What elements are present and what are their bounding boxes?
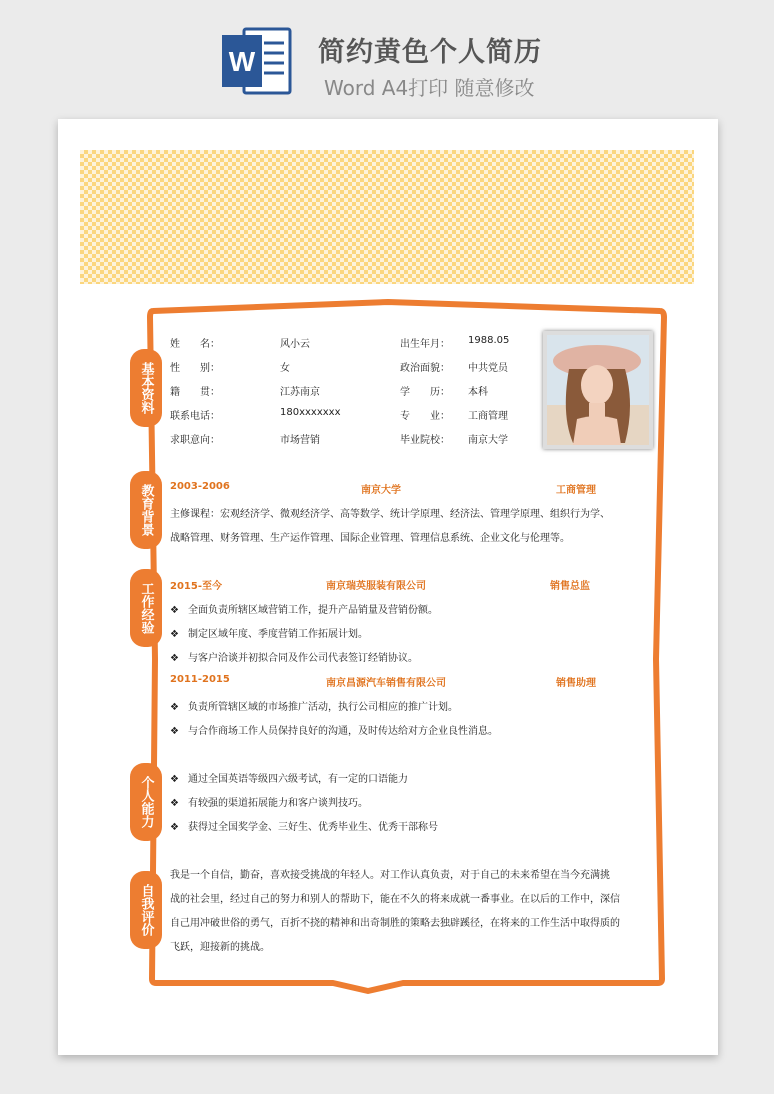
edu-major: 工商管理 xyxy=(556,485,596,496)
major-label: 专 业： xyxy=(400,411,450,422)
list-item: ❖ 获得过全国奖学金、三好生、优秀毕业生、优秀干部称号 xyxy=(170,822,438,833)
edu-courses-line1: 主修课程：宏观经济学、微观经济学、高等数学、统计学原理、经济法、管理学原理、组织行为学、 xyxy=(170,509,610,520)
degree-label: 学 历： xyxy=(400,387,450,398)
phone-label: 联系电话： xyxy=(170,411,220,422)
intent-label: 求职意向： xyxy=(170,435,220,446)
gender-label: 性 别： xyxy=(170,363,220,374)
section-tab-basic: 基本资料 xyxy=(130,349,162,427)
school-value: 南京大学 xyxy=(468,435,508,446)
resume-page xyxy=(58,119,718,1055)
profile-photo xyxy=(543,331,653,449)
list-item: ❖ 通过全国英语等级四六级考试，有一定的口语能力 xyxy=(170,774,408,785)
list-item: ❖ 与合作商场工作人员保持良好的沟通，及时传达给对方企业良性消息。 xyxy=(170,726,498,737)
list-item: ❖ 与客户洽谈并初拟合同及作公司代表签订经销协议。 xyxy=(170,653,418,664)
job1-company: 南京瑞英服装有限公司 xyxy=(326,581,426,592)
school-label: 毕业院校： xyxy=(400,435,450,446)
list-item: ❖ 制定区域年度、季度营销工作拓展计划。 xyxy=(170,629,368,640)
job1-period: 2015-至今 xyxy=(170,581,222,592)
edu-period: 2003-2006 xyxy=(170,481,230,492)
word-icon xyxy=(222,25,294,97)
birth-value: 1988.05 xyxy=(468,335,510,346)
banner-subtitle: Word A4打印 随意修改 xyxy=(324,76,535,100)
edu-courses-line2: 战略管理、财务管理、生产运作管理、国际企业管理、管理信息系统、企业文化与伦理等。 xyxy=(170,533,570,544)
self-eval-line2: 战的社会里，经过自己的努力和别人的帮助下，能在不久的将来成就一番事业。在以后的工作中，深信 xyxy=(170,894,620,905)
origin-value: 江苏南京 xyxy=(280,387,320,398)
section-tab-work: 工作经验 xyxy=(130,569,162,647)
politics-label: 政治面貌： xyxy=(400,363,450,374)
name-value: 风小云 xyxy=(280,339,310,350)
self-eval-line1: 我是一个自信，勤奋，喜欢接受挑战的年轻人。对工作认真负责，对于自己的未来希望在当今充满挑 xyxy=(170,870,610,881)
job2-company: 南京昌源汽车销售有限公司 xyxy=(326,678,446,689)
list-item: ❖ 全面负责所辖区域营销工作，提升产品销量及营销份额。 xyxy=(170,605,438,616)
self-eval-line4: 飞跃，迎接新的挑战。 xyxy=(170,942,270,953)
banner-title: 简约黄色个人简历 xyxy=(318,37,542,68)
edu-school: 南京大学 xyxy=(361,485,401,496)
degree-value: 本科 xyxy=(468,387,488,398)
job2-period: 2011-2015 xyxy=(170,674,230,685)
section-tab-skills: 个人能力 xyxy=(130,763,162,841)
origin-label: 籍 贯： xyxy=(170,387,220,398)
gender-value: 女 xyxy=(280,363,290,374)
section-tab-education: 教育背景 xyxy=(130,471,162,549)
intent-value: 市场营销 xyxy=(280,435,320,446)
word-icon-letter: W xyxy=(228,46,256,77)
major-value: 工商管理 xyxy=(468,411,508,422)
list-item: ❖ 有较强的渠道拓展能力和客户谈判技巧。 xyxy=(170,798,368,809)
header-banner xyxy=(0,0,774,108)
name-label: 姓 名： xyxy=(170,339,220,350)
birth-label: 出生年月： xyxy=(400,339,450,350)
job2-title: 销售助理 xyxy=(556,678,596,689)
phone-value: 180xxxxxxx xyxy=(280,407,341,418)
job1-title: 销售总监 xyxy=(550,581,590,592)
section-tab-self: 自我评价 xyxy=(130,871,162,949)
self-eval-line3: 自己用冲破世俗的勇气，百折不挠的精神和出奇制胜的策略去独辟蹊径，在将来的工作生活中取得质的 xyxy=(170,918,620,929)
politics-value: 中共党员 xyxy=(468,363,508,374)
list-item: ❖ 负责所管辖区域的市场推广活动，执行公司相应的推广计划。 xyxy=(170,702,458,713)
